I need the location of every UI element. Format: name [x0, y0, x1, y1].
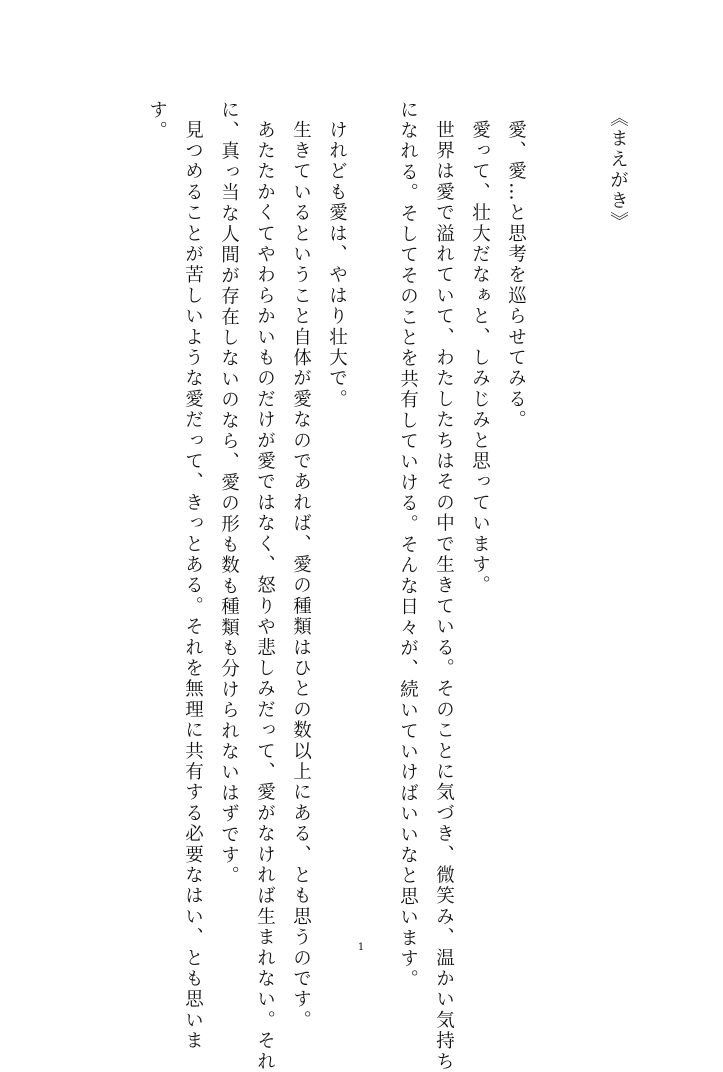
- text-line: あたたかくてやわらかいものだけが愛ではなく、怒りや悲しみだって、愛がなければ生まれない。それ: [254, 120, 276, 1072]
- text-line: 見つめることが苦しいような愛だって、きっとある。それを無理に共有する必要なはい、とも思いま: [182, 120, 204, 1052]
- page-number: 1: [357, 942, 365, 953]
- text-line: に、真っ当な人間が存在しないのなら、愛の形も数も種類も分けられないはずです。: [218, 100, 240, 887]
- text-line: 愛、愛…と思考を巡らせてみる。: [505, 120, 527, 431]
- heading: 《まえがき》: [607, 108, 629, 233]
- text-line: になれる。そしてそのことを共有していける。そんな日々が、続いていけばいいなと思います。: [397, 100, 419, 991]
- text-line: 世界は愛で溢れていて、わたしたちはその中で生きている。そのことに気づき、微笑み、温かい気持ち: [433, 120, 455, 1072]
- text-line: けれども愛は、やはり壮大で。: [326, 120, 348, 410]
- text-line: 生きているということ自体が愛なのであれば、愛の種類はひとの数以上にある、とも思うのです。: [290, 120, 312, 1031]
- text-line: す。: [146, 100, 168, 142]
- text-line: 愛って、壮大だなぁと、しみじみと思っています。: [469, 120, 491, 597]
